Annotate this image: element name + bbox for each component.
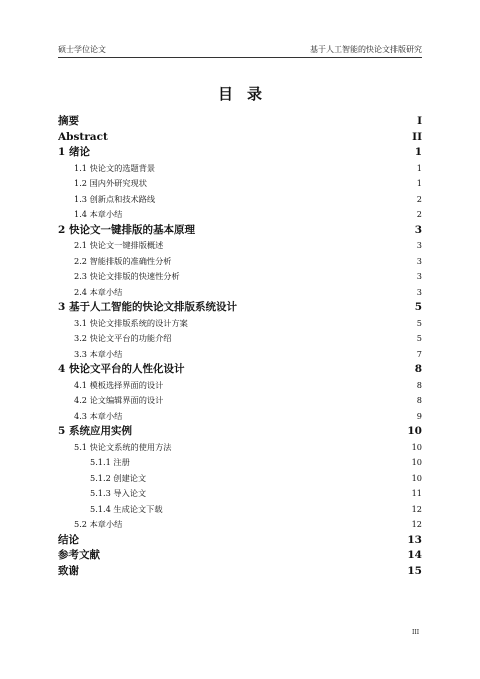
toc-entry-label: Abstract [58,130,108,143]
toc-entry-label: 5.1.4 生成论文下载 [90,503,163,514]
toc-entry-label: 1.4 本章小结 [74,209,123,219]
toc-entry[interactable] [58,238,422,254]
toc-entry-label: 3.2 快论文平台的功能介绍 [74,333,172,343]
toc-entry-page: 5 [414,301,422,313]
table-of-contents [58,114,422,579]
toc-entry[interactable] [58,502,422,518]
toc-entry[interactable] [58,176,422,192]
toc-entry[interactable] [58,471,422,487]
toc-entry-label: 4.2 论文编辑界面的设计 [74,395,164,405]
toc-entry-label: 2.4 本章小结 [74,286,123,297]
toc-entry-label: 1 绪论 [58,146,90,158]
toc-entry-label: 2.3 快论文排版的快速性分析 [74,271,180,281]
toc-entry-page: 3 [416,271,422,281]
toc-entry[interactable] [58,362,422,378]
toc-entry-label: 3 基于人工智能的快论文排版系统设计 [58,301,237,313]
toc-entry[interactable] [58,114,422,130]
toc-entry[interactable] [58,393,422,409]
toc-entry-label: 3.1 快论文排版系统的设计方案 [74,317,188,328]
header-left: 硕士学位论文 [58,45,106,54]
toc-entry-page: 3 [414,223,422,236]
toc-entry-label: 4.1 模板选择界面的设计 [74,379,164,390]
toc-entry-page: 8 [416,395,422,405]
toc-title: 目录 [217,85,276,103]
toc-entry[interactable] [58,161,422,177]
toc-entry[interactable] [58,331,422,347]
toc-entry-label: 2.1 快论文一键排版概述 [74,240,164,250]
toc-entry-page: 7 [416,348,422,359]
toc-entry-page: 5 [416,317,422,328]
toc-entry[interactable] [58,455,422,471]
toc-entry-label: 摘要 [58,115,79,127]
toc-entry[interactable] [58,424,422,440]
toc-entry-page: I [417,115,422,127]
toc-entry[interactable] [58,254,422,270]
toc-entry[interactable] [58,223,422,239]
toc-entry-label: 1.1 快论文的选题背景 [74,162,156,173]
toc-entry-label: 致谢 [58,564,79,577]
toc-entry-page: 14 [407,549,422,561]
toc-entry-page: 3 [416,255,422,266]
page-number: III [412,629,420,636]
toc-entry[interactable] [58,347,422,363]
toc-entry-page: 13 [407,533,422,546]
toc-entry-page: 15 [407,564,422,577]
toc-entry-page: 10 [411,472,422,483]
toc-entry-page: 3 [416,240,422,250]
toc-entry-page: 8 [414,363,422,375]
toc-entry[interactable] [58,378,422,394]
toc-entry-label: 5.1 快论文系统的使用方法 [74,441,172,452]
toc-entry-label: 2.2 智能排版的准确性分析 [74,255,172,266]
toc-entry[interactable] [58,564,422,580]
toc-entry[interactable] [58,192,422,208]
toc-entry-page: 5 [416,333,422,343]
toc-entry-label: 4 快论文平台的人性化设计 [58,363,185,375]
toc-entry-label: 结论 [58,533,79,546]
toc-entry-page: 1 [416,162,422,173]
toc-entry[interactable] [58,548,422,564]
toc-entry-page: 8 [416,379,422,390]
toc-entry[interactable] [58,533,422,549]
toc-entry[interactable] [58,440,422,456]
toc-entry-page: 10 [407,425,422,437]
toc-entry-label: 5 系统应用实例 [58,425,132,437]
header-rule [58,57,422,58]
toc-entry-label: 2 快论文一键排版的基本原理 [58,223,195,236]
header-right: 基于人工智能的快论文排版研究 [310,45,422,54]
toc-entry[interactable] [58,486,422,502]
toc-entry-label: 4.3 本章小结 [74,410,123,421]
toc-entry-label: 5.2 本章小结 [74,519,123,529]
toc-entry-label: 5.1.3 导入论文 [90,488,147,498]
toc-entry-page: 3 [416,286,422,297]
toc-entry-page: II [412,130,422,143]
toc-entry[interactable] [58,145,422,161]
toc-entry-page: 2 [416,193,422,204]
toc-entry[interactable] [58,300,422,316]
toc-entry-label: 1.2 国内外研究现状 [74,178,147,188]
toc-entry[interactable] [58,409,422,425]
toc-entry[interactable] [58,316,422,332]
toc-entry-page: 12 [411,519,422,529]
toc-entry-page: 2 [416,209,422,219]
toc-entry-page: 10 [411,457,422,467]
toc-entry[interactable] [58,269,422,285]
toc-entry-label: 1.3 创新点和技术路线 [74,193,156,204]
toc-entry[interactable] [58,285,422,301]
toc-entry-label: 参考文献 [58,549,100,561]
toc-entry-label: 5.1.1 注册 [90,457,130,467]
toc-entry-page: 1 [416,178,422,188]
toc-entry-page: 9 [416,410,422,421]
toc-entry-page: 10 [411,441,422,452]
toc-entry-label: 3.3 本章小结 [74,348,123,359]
toc-entry[interactable] [58,517,422,533]
toc-entry[interactable] [58,207,422,223]
running-header [58,44,422,58]
toc-entry-page: 1 [414,146,422,158]
toc-entry-label: 5.1.2 创建论文 [90,472,147,483]
toc-entry-page: 11 [411,488,422,498]
toc-entry-page: 12 [411,503,422,514]
toc-entry[interactable] [58,130,422,146]
